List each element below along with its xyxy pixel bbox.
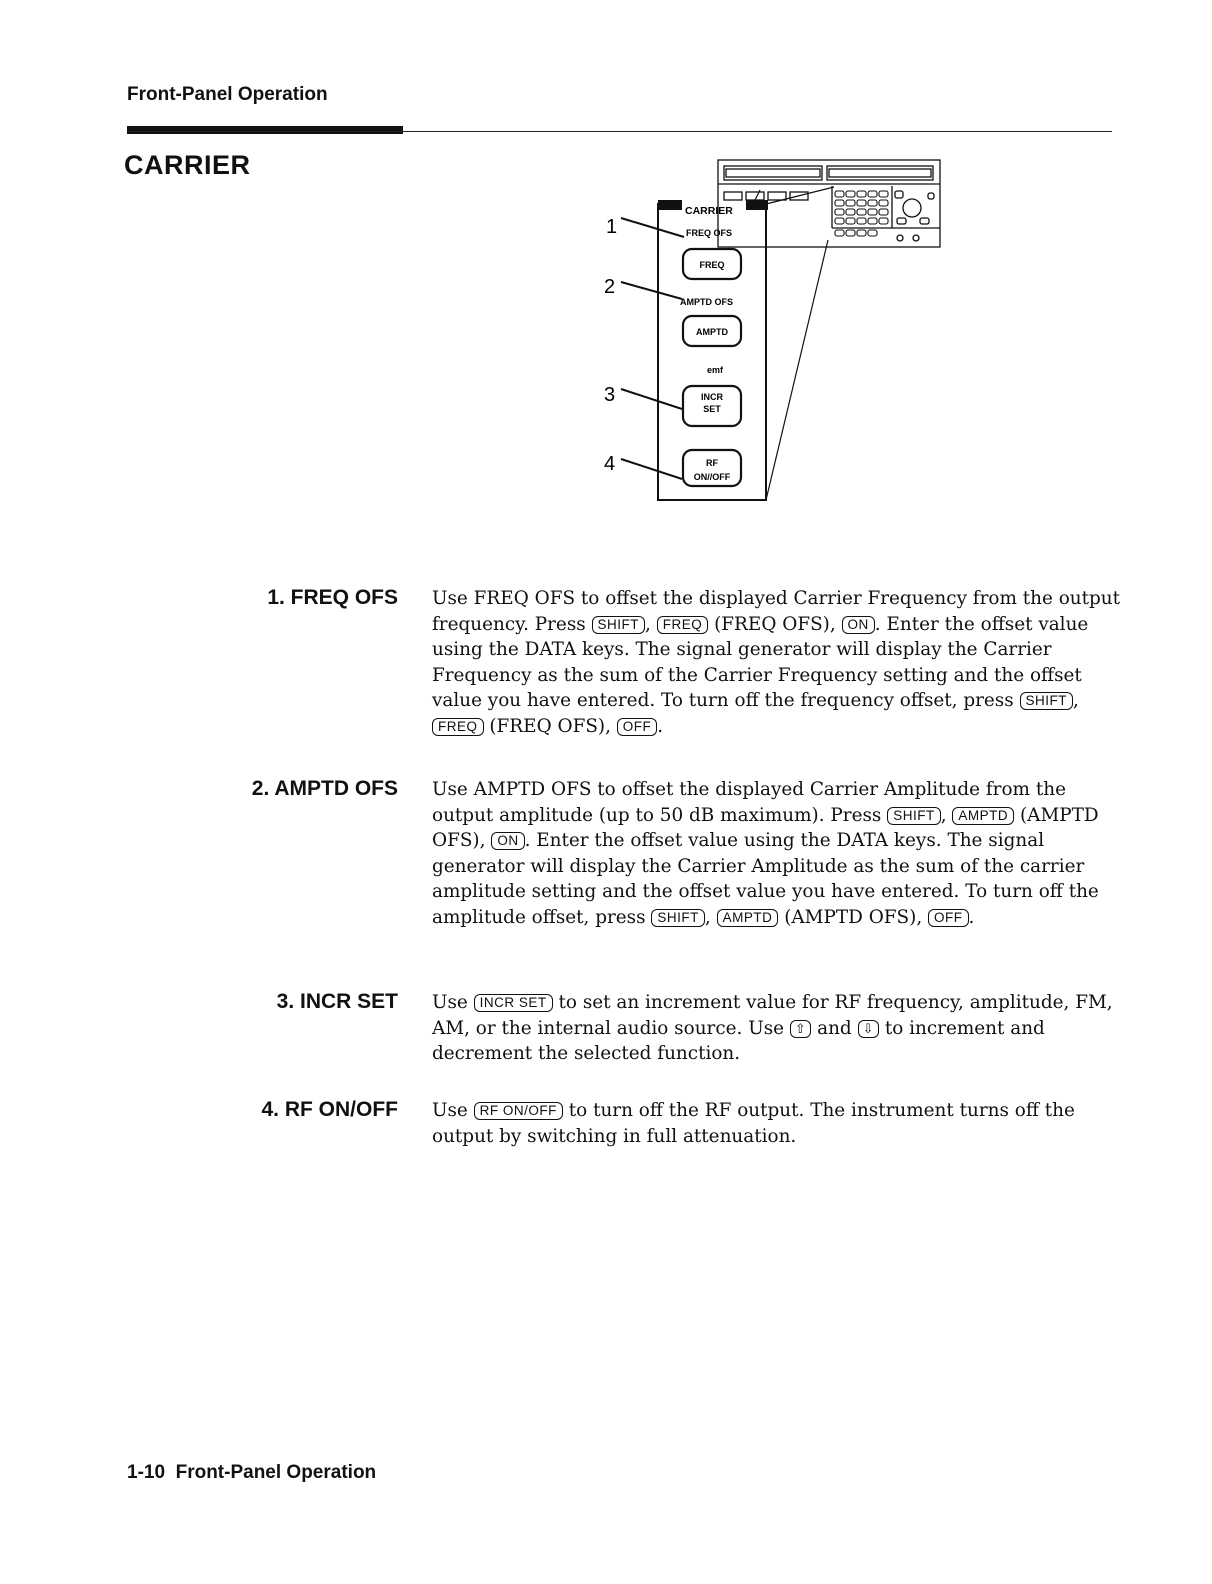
panel-title-label: CARRIER xyxy=(685,205,733,217)
entry-body-freq-ofs: Use FREQ OFS to offset the displayed Carrier Frequency from the output frequency. Press SHIFT , FREQ (FREQ OFS), ON . Enter the offset value using the DATA keys. The signal generator will display the Carrier Frequency as the sum of the Carrier Frequency setting and the offset value you have entered. To turn off the frequency offset, press SHIFT , FREQ (FREQ OFS), OFF . xyxy=(432,588,1121,737)
down-arrow-key-icon: ⇩ xyxy=(858,1020,879,1038)
callout-1: 1 xyxy=(606,216,618,238)
incr-set-key-ref: INCR SET xyxy=(474,994,553,1012)
off-key: OFF xyxy=(928,909,969,927)
rf-onoff-key-ref: RF ON/OFF xyxy=(474,1102,563,1120)
callout-2: 2 xyxy=(604,276,616,298)
amptd-key-ref: AMPTD xyxy=(717,909,779,927)
running-header: Front-Panel Operation xyxy=(127,84,328,105)
entry-term-incr-set: 3. INCR SET xyxy=(276,990,398,1013)
amptd-ofs-label: AMPTD OFS xyxy=(680,297,733,307)
amptd-key-ref: AMPTD xyxy=(952,807,1014,825)
entry-term-amptd-ofs: 2. AMPTD OFS xyxy=(251,777,398,800)
shift-key: SHIFT xyxy=(1020,692,1074,710)
incr-key-label: INCR xyxy=(701,392,723,402)
entry-term-rf-onoff: 4. RF ON/OFF xyxy=(261,1098,398,1121)
entry-body-rf-onoff: Use RF ON/OFF to turn off the RF output. The instrument turns off the output by switching in full attenuation. xyxy=(432,1100,1075,1147)
off-key: OFF xyxy=(617,718,658,736)
header-rule-thin xyxy=(127,131,1112,132)
amptd-key-label: AMPTD xyxy=(696,327,728,337)
header-rule-thick xyxy=(127,126,403,134)
up-arrow-key-icon: ⇧ xyxy=(790,1020,811,1038)
section-title: CARRIER xyxy=(124,150,251,180)
on-key: ON xyxy=(491,832,524,850)
rf-key-label: RF xyxy=(706,458,718,468)
callout-3: 3 xyxy=(604,384,616,406)
callout-leaders xyxy=(621,218,684,479)
shift-key: SHIFT xyxy=(887,807,941,825)
on-key: ON xyxy=(842,616,875,634)
freq-key-label: FREQ xyxy=(699,260,725,270)
emf-label: emf xyxy=(707,365,724,375)
entry-body-incr-set: Use INCR SET to set an increment value for RF frequency, amplitude, FM, AM, or the internal audio source. Use ⇧ and ⇩ to increment and decrement the selected function. xyxy=(432,992,1113,1065)
freq-key-ref: FREQ xyxy=(657,616,709,634)
freq-key-ref: FREQ xyxy=(432,718,484,736)
carrier-panel-figure xyxy=(590,150,950,520)
onoff-key-label: ON//OFF xyxy=(693,472,731,482)
entry-term-freq-ofs: 1. FREQ OFS xyxy=(267,586,398,609)
shift-key: SHIFT xyxy=(592,616,646,634)
callout-4: 4 xyxy=(604,453,616,475)
shift-key: SHIFT xyxy=(651,909,705,927)
page-footer: 1-10 Front-Panel Operation xyxy=(127,1462,377,1483)
set-key-label: SET xyxy=(703,404,721,414)
carrier-key-block xyxy=(658,200,768,500)
freq-ofs-label: FREQ OFS xyxy=(686,228,733,238)
entry-body-amptd-ofs: Use AMPTD OFS to offset the displayed Carrier Amplitude from the output amplitude (up to 50 dB maximum). Press SHIFT , AMPTD (AMPTD OFS), ON . Enter the offset value using the DATA keys. The signal generator will display the Carrier Amplitude as the sum of the carrier amplitude setting and the offset value you have entered. To turn off the amplitude offset, press SHIFT , AMPTD (AMPTD OFS), OFF . xyxy=(432,779,1099,928)
